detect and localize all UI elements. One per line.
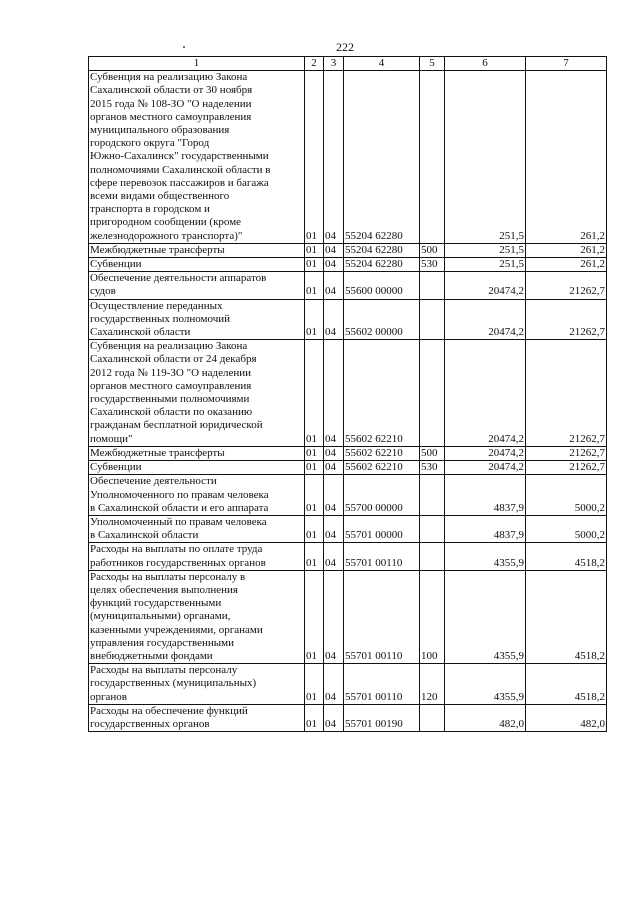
description-line: Сахалинской области xyxy=(90,326,191,339)
table-row xyxy=(89,272,607,299)
amount-year-2: 482,0 xyxy=(526,704,607,731)
description-line: органов местного самоуправления xyxy=(90,110,252,123)
description-line: Сахалинской области от 24 декабря xyxy=(90,353,257,366)
subsection-code: 04 xyxy=(324,461,344,475)
description-line: органов xyxy=(90,690,127,703)
description-line: Расходы на выплаты персоналу xyxy=(90,664,238,677)
subsection-code: 04 xyxy=(324,515,344,542)
header-cell: 7 xyxy=(526,57,607,71)
column-number-row xyxy=(89,57,607,71)
subsection-code: 04 xyxy=(324,340,344,447)
amount-year-1: 4837,9 xyxy=(445,475,526,516)
amount-year-2: 21262,7 xyxy=(526,446,607,460)
section-code: 01 xyxy=(305,461,324,475)
description-line: Субвенция на реализацию Закона xyxy=(90,71,248,84)
description-line: казенными учреждениями, органами xyxy=(90,623,263,636)
subsection-code: 04 xyxy=(324,704,344,731)
section-code: 01 xyxy=(305,570,324,663)
description-line: городского округа "Город xyxy=(90,137,210,150)
amount-year-1: 482,0 xyxy=(445,704,526,731)
section-code: 01 xyxy=(305,515,324,542)
section-code: 01 xyxy=(305,704,324,731)
description-line: государственных органов xyxy=(90,717,210,730)
row-description xyxy=(89,543,305,570)
description-line: государственных полномочий xyxy=(90,312,231,325)
amount-year-1: 251,5 xyxy=(445,243,526,257)
expense-type-code: 100 xyxy=(420,570,445,663)
expense-type-code xyxy=(420,515,445,542)
row-description xyxy=(89,258,305,272)
expense-type-code xyxy=(420,272,445,299)
amount-year-1: 4355,9 xyxy=(445,664,526,705)
expense-type-code xyxy=(420,475,445,516)
section-code: 01 xyxy=(305,272,324,299)
section-code: 01 xyxy=(305,258,324,272)
amount-year-2: 261,2 xyxy=(526,243,607,257)
target-article-code: 55602 62210 xyxy=(344,461,420,475)
target-article-code: 55701 00000 xyxy=(344,515,420,542)
amount-year-2: 21262,7 xyxy=(526,461,607,475)
header-cell: 1 xyxy=(89,57,305,71)
target-article-code: 55602 62210 xyxy=(344,340,420,447)
table-row xyxy=(89,299,607,340)
subsection-code: 04 xyxy=(324,272,344,299)
subsection-code: 04 xyxy=(324,446,344,460)
expense-type-code: 530 xyxy=(420,258,445,272)
description-line: железнодорожного транспорта)" xyxy=(90,229,243,242)
budget-table xyxy=(88,56,607,732)
description-line: муниципального образования xyxy=(90,124,230,137)
target-article-code: 55701 00110 xyxy=(344,664,420,705)
expense-type-code: 120 xyxy=(420,664,445,705)
subsection-code: 04 xyxy=(324,543,344,570)
subsection-code: 04 xyxy=(324,71,344,244)
subsection-code: 04 xyxy=(324,243,344,257)
amount-year-1: 4355,9 xyxy=(445,543,526,570)
target-article-code: 55701 00110 xyxy=(344,570,420,663)
expense-type-code xyxy=(420,543,445,570)
expense-type-code: 530 xyxy=(420,461,445,475)
description-line: Субвенции xyxy=(90,461,142,474)
description-line: Межбюджетные трансферты xyxy=(90,446,225,459)
subsection-code: 04 xyxy=(324,299,344,340)
description-line: функций государственными xyxy=(90,597,222,610)
amount-year-2: 4518,2 xyxy=(526,664,607,705)
table-row xyxy=(89,446,607,460)
amount-year-1: 251,5 xyxy=(445,258,526,272)
expense-type-code xyxy=(420,299,445,340)
table-row xyxy=(89,475,607,516)
amount-year-1: 20474,2 xyxy=(445,340,526,447)
amount-year-1: 20474,2 xyxy=(445,299,526,340)
amount-year-1: 20474,2 xyxy=(445,272,526,299)
subsection-code: 04 xyxy=(324,570,344,663)
amount-year-2: 5000,2 xyxy=(526,515,607,542)
amount-year-1: 20474,2 xyxy=(445,446,526,460)
expense-type-code: 500 xyxy=(420,243,445,257)
section-code: 01 xyxy=(305,664,324,705)
description-line: пригородном сообщении (кроме xyxy=(90,216,242,229)
description-line: Южно-Сахалинск" государственными xyxy=(90,150,269,163)
amount-year-2: 4518,2 xyxy=(526,570,607,663)
description-line: Уполномоченного по правам человека xyxy=(90,488,269,501)
amount-year-1: 251,5 xyxy=(445,71,526,244)
description-line: Осуществление переданных xyxy=(90,299,223,312)
subsection-code: 04 xyxy=(324,258,344,272)
amount-year-1: 4837,9 xyxy=(445,515,526,542)
subsection-code: 04 xyxy=(324,664,344,705)
row-description xyxy=(89,515,305,542)
row-description xyxy=(89,570,305,663)
description-line: (муниципальными) органами, xyxy=(90,610,231,623)
description-line: транспорта в городском и xyxy=(90,203,210,216)
description-line: сфере перевозок пассажиров и багажа xyxy=(90,176,269,189)
table-row xyxy=(89,71,607,244)
target-article-code: 55204 62280 xyxy=(344,258,420,272)
description-line: Субвенция на реализацию Закона xyxy=(90,340,248,353)
amount-year-2: 4518,2 xyxy=(526,543,607,570)
header-cell: 3 xyxy=(324,57,344,71)
target-article-code: 55204 62280 xyxy=(344,71,420,244)
header-cell: 4 xyxy=(344,57,420,71)
row-description xyxy=(89,272,305,299)
description-line: Сахалинской области от 30 ноября xyxy=(90,84,253,97)
amount-year-1: 20474,2 xyxy=(445,461,526,475)
description-line: Сахалинской области по оказанию xyxy=(90,406,253,419)
description-line: Расходы на обеспечение функций xyxy=(90,704,248,717)
row-description xyxy=(89,461,305,475)
description-line: управления государственными xyxy=(90,636,235,649)
row-description xyxy=(89,704,305,731)
description-line: гражданам бесплатной юридической xyxy=(90,419,263,432)
target-article-code: 55602 00000 xyxy=(344,299,420,340)
description-line: 2012 года № 119-ЗО "О наделении xyxy=(90,366,252,379)
section-code: 01 xyxy=(305,446,324,460)
description-line: помощи" xyxy=(90,432,133,445)
row-description xyxy=(89,243,305,257)
description-line: всеми видами общественного xyxy=(90,190,230,203)
description-line: Межбюджетные трансферты xyxy=(90,243,225,256)
target-article-code: 55701 00110 xyxy=(344,543,420,570)
section-code: 01 xyxy=(305,475,324,516)
description-line: в Сахалинской области и его аппарата xyxy=(90,501,269,514)
header-cell: 6 xyxy=(445,57,526,71)
expense-type-code xyxy=(420,340,445,447)
section-code: 01 xyxy=(305,71,324,244)
section-code: 01 xyxy=(305,243,324,257)
target-article-code: 55600 00000 xyxy=(344,272,420,299)
section-code: 01 xyxy=(305,340,324,447)
description-line: в Сахалинской области xyxy=(90,529,199,542)
table-row xyxy=(89,515,607,542)
row-description xyxy=(89,475,305,516)
description-line: полномочиями Сахалинской области в xyxy=(90,163,271,176)
description-line: государственными полномочиями xyxy=(90,393,250,406)
table-row xyxy=(89,543,607,570)
description-line: Обеспечение деятельности аппаратов xyxy=(90,272,267,285)
description-line: судов xyxy=(90,285,116,298)
row-description xyxy=(89,446,305,460)
row-description xyxy=(89,299,305,340)
table-row xyxy=(89,704,607,731)
target-article-code: 55602 62210 xyxy=(344,446,420,460)
target-article-code: 55204 62280 xyxy=(344,243,420,257)
scan-speck xyxy=(183,46,185,48)
description-line: 2015 года № 108-ЗО "О наделении xyxy=(90,97,252,110)
table-row xyxy=(89,570,607,663)
description-line: Субвенции xyxy=(90,258,142,271)
section-code: 01 xyxy=(305,543,324,570)
target-article-code: 55701 00190 xyxy=(344,704,420,731)
expense-type-code xyxy=(420,704,445,731)
amount-year-1: 4355,9 xyxy=(445,570,526,663)
row-description xyxy=(89,664,305,705)
amount-year-2: 261,2 xyxy=(526,71,607,244)
description-line: Уполномоченный по правам человека xyxy=(90,515,267,528)
amount-year-2: 21262,7 xyxy=(526,340,607,447)
amount-year-2: 5000,2 xyxy=(526,475,607,516)
amount-year-2: 261,2 xyxy=(526,258,607,272)
description-line: внебюджетными фондами xyxy=(90,649,213,662)
row-description xyxy=(89,340,305,447)
table-row xyxy=(89,243,607,257)
header-cell: 2 xyxy=(305,57,324,71)
description-line: Обеспечение деятельности xyxy=(90,475,217,488)
subsection-code: 04 xyxy=(324,475,344,516)
description-line: работников государственных органов xyxy=(90,556,266,569)
table-row xyxy=(89,340,607,447)
target-article-code: 55700 00000 xyxy=(344,475,420,516)
description-line: Расходы на выплаты персоналу в xyxy=(90,570,246,583)
description-line: государственных (муниципальных) xyxy=(90,677,257,690)
description-line: Расходы на выплаты по оплате труда xyxy=(90,543,263,556)
page-number: 222 xyxy=(336,40,354,54)
table-row xyxy=(89,461,607,475)
section-code: 01 xyxy=(305,299,324,340)
header-cell: 5 xyxy=(420,57,445,71)
table-body xyxy=(89,57,607,732)
amount-year-2: 21262,7 xyxy=(526,299,607,340)
expense-type-code: 500 xyxy=(420,446,445,460)
table-row xyxy=(89,664,607,705)
row-description xyxy=(89,71,305,244)
amount-year-2: 21262,7 xyxy=(526,272,607,299)
expense-type-code xyxy=(420,71,445,244)
description-line: целях обеспечения выполнения xyxy=(90,583,238,596)
table-row xyxy=(89,258,607,272)
description-line: органов местного самоуправления xyxy=(90,379,252,392)
